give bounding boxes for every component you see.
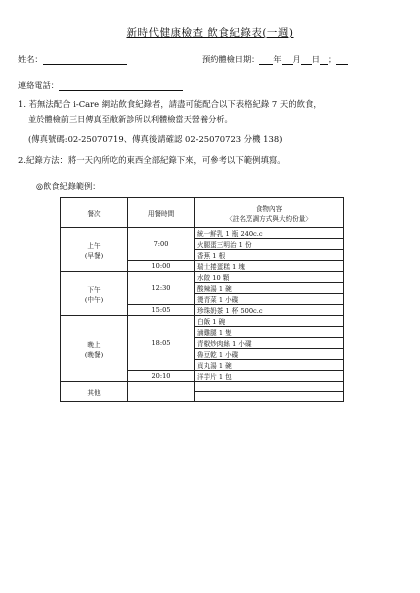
food-cell: 白飯 1 碗 — [195, 316, 344, 327]
name-line — [18, 54, 127, 65]
meal-sublabel: (早餐) — [84, 251, 104, 260]
name-field[interactable] — [43, 56, 127, 65]
food-cell: 珍珠奶茶 1 杯 500c.c — [195, 305, 344, 316]
date-extra-field-2[interactable] — [336, 56, 348, 65]
date-extra-field[interactable] — [320, 56, 328, 65]
time-cell: 18:05 — [128, 316, 195, 371]
instruction-1-continued: 並於體檢前三日傳真至敝新診所以利體檢當天營養分析。 — [28, 114, 233, 124]
date-day-unit: 日 — [311, 54, 320, 64]
meal-cell-lunch — [61, 272, 128, 316]
time-cell-empty[interactable] — [128, 382, 195, 402]
food-cell: 水餃 10 顆 — [195, 272, 344, 283]
food-cell: 洋芋片 1 包 — [195, 371, 344, 382]
phone-label: 連絡電話： — [18, 80, 59, 90]
meal-cell-dinner — [61, 316, 128, 382]
food-cell: 貢丸湯 1 碗 — [195, 360, 344, 371]
table-header-row — [61, 198, 344, 228]
phone-line — [18, 80, 183, 91]
food-cell: 青椒炒肉絲 1 小碟 — [195, 338, 344, 349]
food-cell: 燙青菜 1 小碟 — [195, 294, 344, 305]
food-cell-empty[interactable] — [195, 382, 344, 392]
table-row — [61, 272, 344, 283]
food-cell-empty[interactable] — [195, 392, 344, 402]
table-row — [61, 382, 344, 392]
food-header-line2: 〈註名烹調方式與大約份量〉 — [226, 214, 312, 223]
time-cell: 10:00 — [128, 261, 195, 272]
food-record-table — [60, 197, 344, 402]
fax-info: (傳真號碼:02-25070719、傳真後請確認 02-25070723 分機 138) — [28, 134, 283, 144]
meal-label: 晚上 — [87, 340, 101, 349]
time-cell: 20:10 — [128, 371, 195, 382]
time-cell: 7:00 — [128, 228, 195, 261]
phone-field[interactable] — [59, 82, 183, 91]
meal-label: 上午 — [87, 241, 101, 250]
table-row — [61, 228, 344, 239]
food-cell: 魯豆乾 1 小碟 — [195, 349, 344, 360]
food-cell: 滷雞腿 1 隻 — [195, 327, 344, 338]
food-cell: 統一鮮乳 1 瓶 240c.c — [195, 228, 344, 239]
time-cell: 15:05 — [128, 305, 195, 316]
meal-cell-breakfast — [61, 228, 128, 272]
date-year-unit: 年 — [273, 54, 282, 64]
time-cell: 12:30 — [128, 272, 195, 305]
food-header-line1: 食物內容 — [255, 204, 283, 213]
document-title: 新時代健康檢查 飲食紀錄表(一週) — [126, 27, 294, 39]
food-cell: 瑞士捲蛋糕 1 塊 — [195, 261, 344, 272]
name-label: 姓名： — [18, 54, 43, 64]
date-separator: ； — [327, 54, 337, 64]
appointment-date-line — [202, 54, 348, 65]
time-header: 用餐時間 — [128, 198, 195, 228]
date-year-field[interactable] — [259, 56, 273, 65]
sample-heading: ◎飲食紀錄範例： — [36, 181, 101, 191]
meal-header: 餐次 — [61, 198, 128, 228]
table-row — [61, 316, 344, 327]
food-cell: 香蕉 1 根 — [195, 250, 344, 261]
date-month-unit: 月 — [292, 54, 301, 64]
food-cell: 酸辣湯 1 碗 — [195, 283, 344, 294]
instruction-2: 2.紀錄方法：將一天內所吃的東西全部紀錄下來，可參考以下範例填寫。 — [18, 155, 286, 165]
meal-sublabel: (中午) — [84, 295, 104, 304]
date-day-field[interactable] — [301, 56, 312, 65]
date-month-field[interactable] — [282, 56, 293, 65]
meal-sublabel: (晚餐) — [84, 350, 104, 359]
instruction-1: 1. 若無法配合 i-Care 網站飲食紀錄者，請盡可能配合以下表格紀錄 7 天的飲食， — [18, 99, 322, 109]
food-cell: 火腿蛋三明治 1 份 — [195, 239, 344, 250]
appointment-date-label: 預約體檢日期： — [202, 54, 260, 64]
meal-label: 下午 — [87, 285, 101, 294]
meal-cell-other: 其他 — [61, 382, 128, 402]
food-header — [195, 198, 344, 228]
